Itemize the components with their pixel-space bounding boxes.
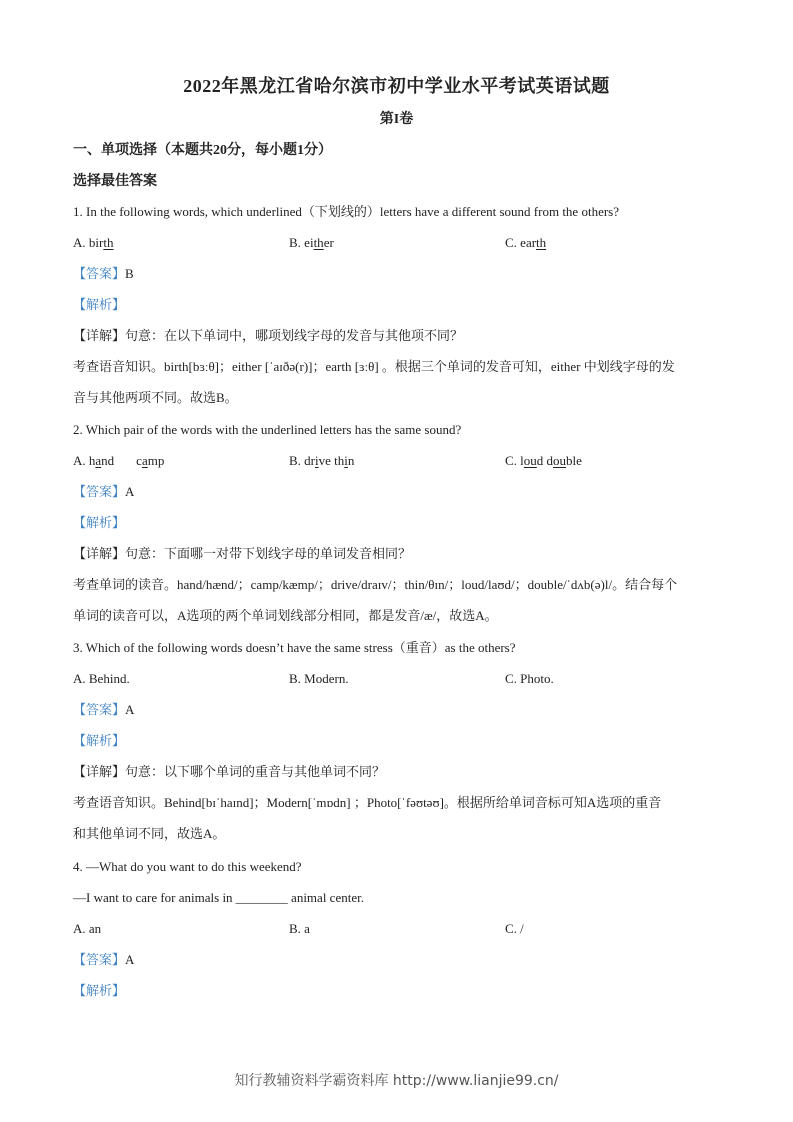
q3-stem: 3. Which of the following words doesn’t have the same stress（重音）as the others?	[73, 640, 516, 655]
q2-detail: 【详解】句意：下面哪一对带下划线字母的单词发音相同？	[73, 546, 412, 561]
q2-explanation-1: 考查单词的读音。hand/hænd/；camp/kæmp/；drive/draɪv/；thin/θɪn/；loud/laʊd/；double/ˈdʌb(ə)l/。结合每个	[73, 577, 678, 592]
answer-tag: 【答案】	[73, 952, 126, 967]
q1-option-c: C. earth	[505, 235, 547, 250]
q4-dialogue-2: —I want to care for animals in ________ animal center.	[73, 890, 364, 905]
analysis-tag: 【解析】	[73, 733, 126, 748]
analysis-tag: 【解析】	[73, 297, 126, 312]
q2-option-b: B. drive thin	[289, 453, 355, 468]
q1-analysis	[73, 296, 125, 314]
answer-tag: 【答案】	[73, 484, 126, 499]
volume-heading: 第I卷	[379, 112, 414, 127]
q2-option-a: A. hand camp	[73, 453, 165, 468]
analysis-tag: 【解析】	[73, 983, 126, 998]
q4-option-b: B. a	[289, 921, 310, 936]
q1-option-b: B. either	[289, 235, 334, 250]
q1-explanation-2: 音与其他两项不同。故选B。	[73, 390, 238, 405]
q3-option-a: A. Behind.	[73, 671, 130, 686]
q3-answer: 【答案】A	[73, 702, 135, 717]
q3-analysis	[73, 732, 125, 750]
page-title: 2022年黑龙江省哈尔滨市初中学业水平考试英语试题	[183, 76, 610, 96]
q3-explanation-2: 和其他单词不同，故选A。	[73, 826, 226, 841]
q2-option-c: C. loud double	[505, 453, 582, 468]
q4-analysis	[73, 982, 125, 1000]
q4-option-c: C. /	[505, 921, 524, 936]
q3-option-b: B. Modern.	[289, 671, 349, 686]
analysis-tag: 【解析】	[73, 515, 126, 530]
q2-answer: 【答案】A	[73, 484, 135, 499]
footer-watermark: 知行教辅资料学霸资料库 http://www.lianjie99.cn/	[234, 1073, 559, 1089]
q3-detail: 【详解】句意：以下哪个单词的重音与其他单词不同？	[73, 764, 386, 779]
q2-analysis	[73, 514, 125, 532]
q1-option-a: A. birth	[73, 235, 114, 250]
q1-answer: 【答案】B	[73, 266, 134, 281]
answer-tag: 【答案】	[73, 702, 126, 717]
q1-stem: 1. In the following words, which underlined（下划线的）letters have a different sound from the others?	[73, 204, 619, 219]
q4-answer: 【答案】A	[73, 952, 135, 967]
answer-tag: 【答案】	[73, 266, 126, 281]
subsection-heading: 选择最佳答案	[73, 174, 157, 189]
q3-option-c: C. Photo.	[505, 671, 554, 686]
q1-detail: 【详解】句意：在以下单词中，哪项划线字母的发音与其他项不同？	[73, 328, 464, 343]
section-heading: 一、单项选择（本题共20分，每小题1分）	[73, 143, 332, 158]
q2-explanation-2: 单词的读音可以，A选项的两个单词划线部分相同，都是发音/æ/，故选A。	[73, 608, 498, 623]
q3-explanation-1: 考查语音知识。Behind[bɪˈhaɪnd]；Modern[ˈmɒdn] ；Photo[ˈfəʊtəʊ]。根据所给单词音标可知A选项的重音	[73, 795, 662, 810]
q4-option-a: A. an	[73, 921, 102, 936]
q1-explanation-1: 考查语音知识。birth[bɜːθ]；either [ˈaɪðə(r)]；earth [ɜːθ] 。根据三个单词的发音可知，either 中划线字母的发	[73, 359, 675, 374]
q4-dialogue-1: 4. —What do you want to do this weekend?	[73, 859, 302, 874]
q2-stem: 2. Which pair of the words with the underlined letters has the same sound?	[73, 422, 462, 437]
